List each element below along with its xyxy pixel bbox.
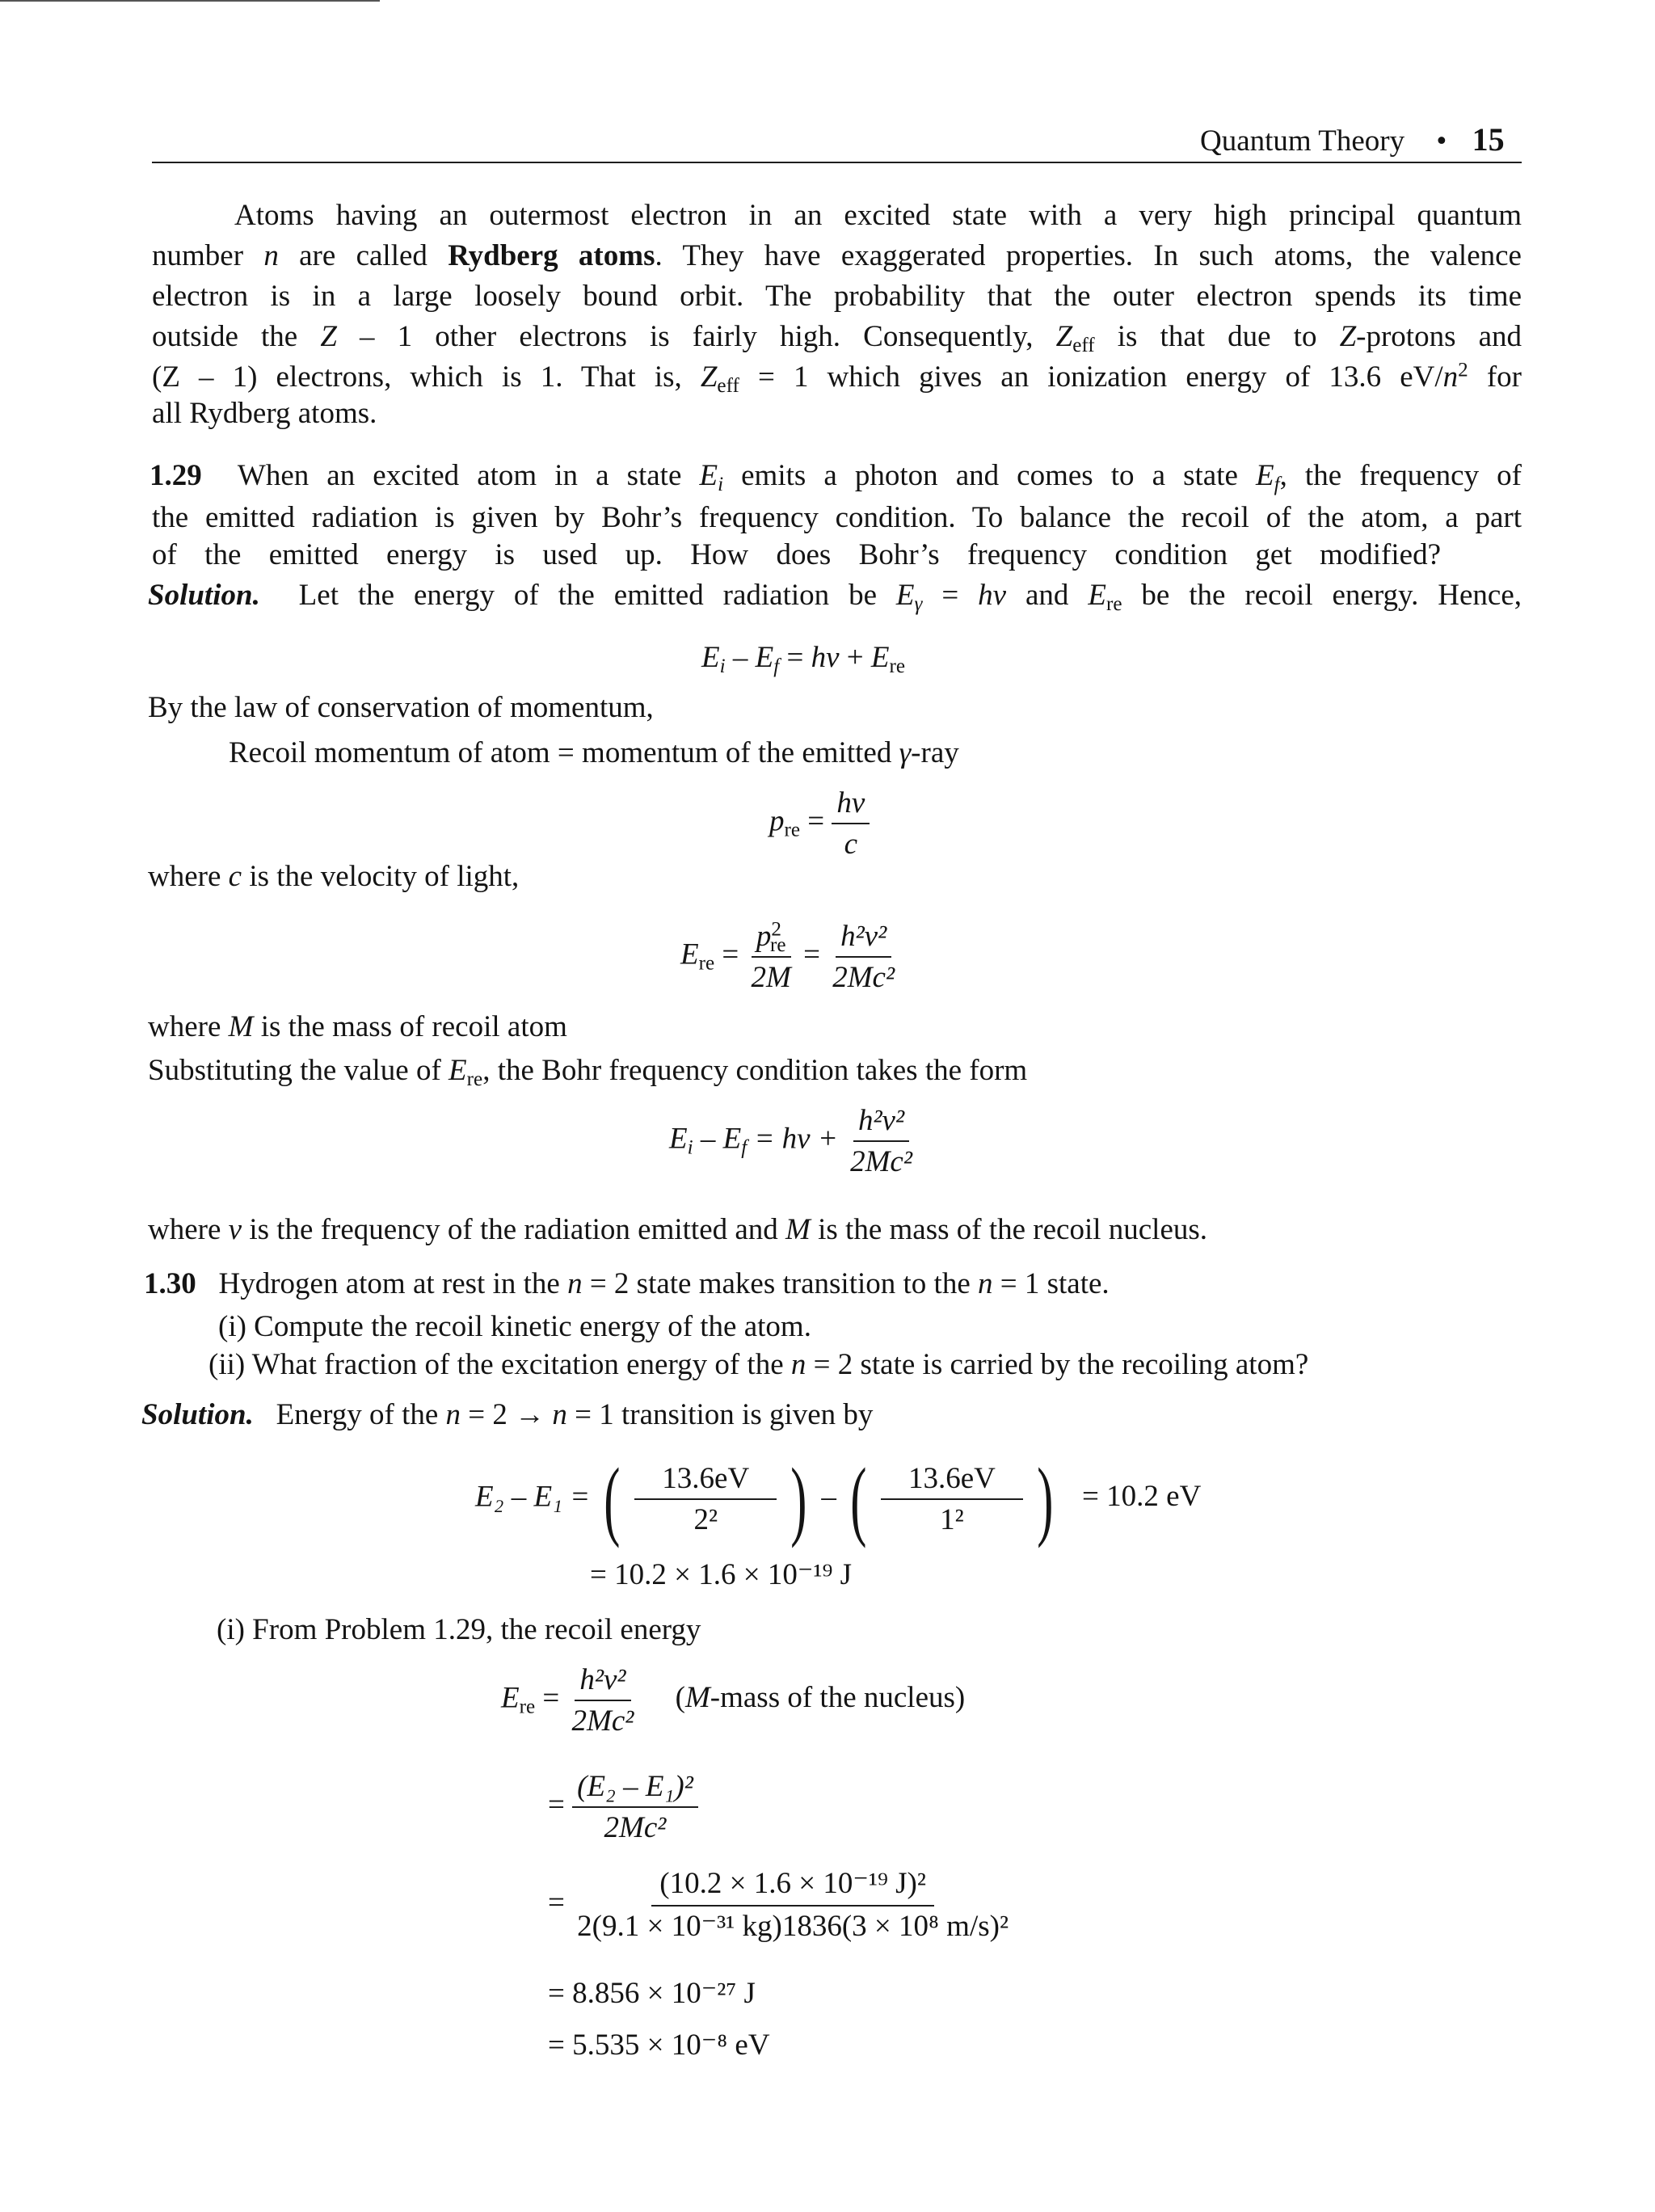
- equation-transition-joules: = 10.2 × 1.6 × 10⁻¹⁹ J: [590, 1558, 853, 1591]
- equation-recoil-step-2: = $\frac{\text{(E₂ – E₁)²}}{\text{2Mc²}}$: [548, 1772, 698, 1843]
- fraction: $\frac{\text{h²ν²}}{\text{2Mc²}}$: [571, 1663, 634, 1738]
- problem-1-29-line-2: the emitted radiation is given by Bohr’s frequency condition. To balance the recoil of the atom, a part: [152, 501, 1522, 534]
- page-number: 15: [1472, 121, 1505, 158]
- equation-modified-bohr: $E_i - E_f = h\nu$ + $\frac{\text{h²ν²}}{\text{2Mc²}}$: [669, 1106, 917, 1177]
- scan-edge-mark: [0, 0, 380, 2]
- problem-1-30-part-ii: (ii) What fraction of the excitation energy of the n = 2 state is carried by the recoiling atom?: [208, 1348, 1309, 1381]
- intro-line-3: electron is in a large loosely bound orbit. The probability that the outer electron spends its time: [152, 280, 1522, 313]
- intro-line-2: number n are called Rydberg atoms. They have exaggerated properties. In such atoms, the valence: [152, 239, 1522, 272]
- problem-1-29-line-1: 1.29 When an excited atom in a state $E_i$ emits a photon and comes to a state $E_f$, the frequency of: [149, 459, 1522, 496]
- problem-number: 1.29: [149, 459, 202, 492]
- fraction: $\frac{h\nu}{c}$: [832, 788, 870, 859]
- where-c-line: where c is the velocity of light,: [148, 860, 520, 893]
- equation-energy-balance: $E_i - E_f = h\nu + E_{re}$: [701, 641, 906, 678]
- substituting-line: Substituting the value of $E_{re}$, the Bohr frequency condition takes the form: [148, 1054, 1028, 1091]
- where-m-line: where M is the mass of recoil atom: [148, 1010, 567, 1043]
- equation-recoil-energy: $E_{re}$ = $\frac{p^2_{re}}{2M}$ = $\frac{\text{h²ν²}}{\text{2Mc²}}$: [680, 921, 899, 992]
- where-nu-line: where ν is the frequency of the radiation emitted and M is the mass of the recoil nucleus.: [148, 1213, 1208, 1246]
- conservation-line: By the law of conservation of momentum,: [148, 691, 654, 724]
- problem-1-30-part-i: (i) Compute the recoil kinetic energy of the atom.: [218, 1310, 811, 1343]
- intro-line-4: outside the Z – 1 other electrons is fairly high. Consequently, $Z_{eff}$ is that due to Z-protons and: [152, 320, 1522, 357]
- equation-recoil-momentum: $p_{re}$ = $\frac{h\nu}{c}$: [769, 788, 870, 859]
- solution-label: Solution.: [141, 1398, 254, 1431]
- fraction: $\frac{\text{h²ν²}}{\text{2Mc²}}$: [850, 1104, 912, 1178]
- fraction: $\frac{p^2_{re}}{2M}$: [751, 918, 791, 994]
- equation-recoil-result-ev: = 5.535 × 10⁻⁸ eV: [548, 2029, 770, 2062]
- fraction: $\frac{\text{h²ν²}}{\text{2Mc²}}$: [832, 920, 895, 994]
- fraction: $\frac{13.6eV}{\text{1²}}$: [881, 1464, 1023, 1535]
- running-header: [1200, 121, 1505, 158]
- equation-recoil-step-3: = $\frac{\text{(10.2 × 1.6 × 10⁻¹⁹ J)²}}{\text{2(9.1 × 10⁻³¹ kg)1836(3 × 10⁸ m/s)²}}$: [548, 1869, 1013, 1941]
- equation-recoil-step-1: $E_{re}$ = $\frac{\text{h²ν²}}{\text{2Mc²}}$ (M-mass of the nucleus): [501, 1663, 966, 1738]
- fraction: $\frac{\text{(E₂ – E₁)²}}{\text{2Mc²}}$: [572, 1772, 698, 1843]
- header-rule: [152, 162, 1522, 163]
- problem-1-29-line-3: of the emitted energy is used up. How does Bohr’s frequency condition get modified?: [152, 538, 1441, 571]
- header-bullet: •: [1436, 124, 1447, 158]
- solution-1-29-line: Solution. Let the energy of the emitted radiation be $E_\gamma = h\nu$ and $E_{re}$ be the recoil energy. Hence,: [148, 579, 1522, 616]
- equation-recoil-result-joules: = 8.856 × 10⁻²⁷ J: [548, 1977, 756, 2010]
- solution-1-30-line: Solution. Energy of the n = 2 → n = 1 transition is given by: [141, 1398, 874, 1431]
- from-problem-line: (i) From Problem 1.29, the recoil energy: [217, 1613, 701, 1646]
- running-title: Quantum Theory: [1200, 124, 1405, 158]
- recoil-momentum-line: Recoil momentum of atom = momentum of the emitted γ-ray: [229, 736, 959, 769]
- problem-1-30-line-1: 1.30 Hydrogen atom at rest in the n = 2 state makes transition to the n = 1 state.: [144, 1267, 1110, 1300]
- fraction: $\frac{13.6eV}{\text{2²}}$: [634, 1464, 777, 1535]
- fraction: $\frac{\text{(10.2 × 1.6 × 10⁻¹⁹ J)²}}{\text{2(9.1 × 10⁻³¹ kg)1836(3 × 10⁸ m/s)²}}$: [577, 1867, 1009, 1943]
- intro-line-5: (Z – 1) electrons, which is 1. That is, $Z_{eff} = 1$ which gives an ionization energy of 13.6 $eV/n^2$ for: [152, 359, 1522, 398]
- intro-line-6: all Rydberg atoms.: [152, 397, 377, 430]
- intro-line-1: Atoms having an outermost electron in an excited state with a very high principal quantum: [234, 199, 1522, 232]
- problem-number: 1.30: [144, 1267, 196, 1300]
- equation-transition-energy: E₂ – E₁ = ( $\frac{13.6eV}{\text{2²}}$ ) – ( $\frac{13.6eV}{\text{1²}}$ ) = 10.2 eV: [475, 1450, 1202, 1548]
- solution-label: Solution.: [148, 579, 260, 612]
